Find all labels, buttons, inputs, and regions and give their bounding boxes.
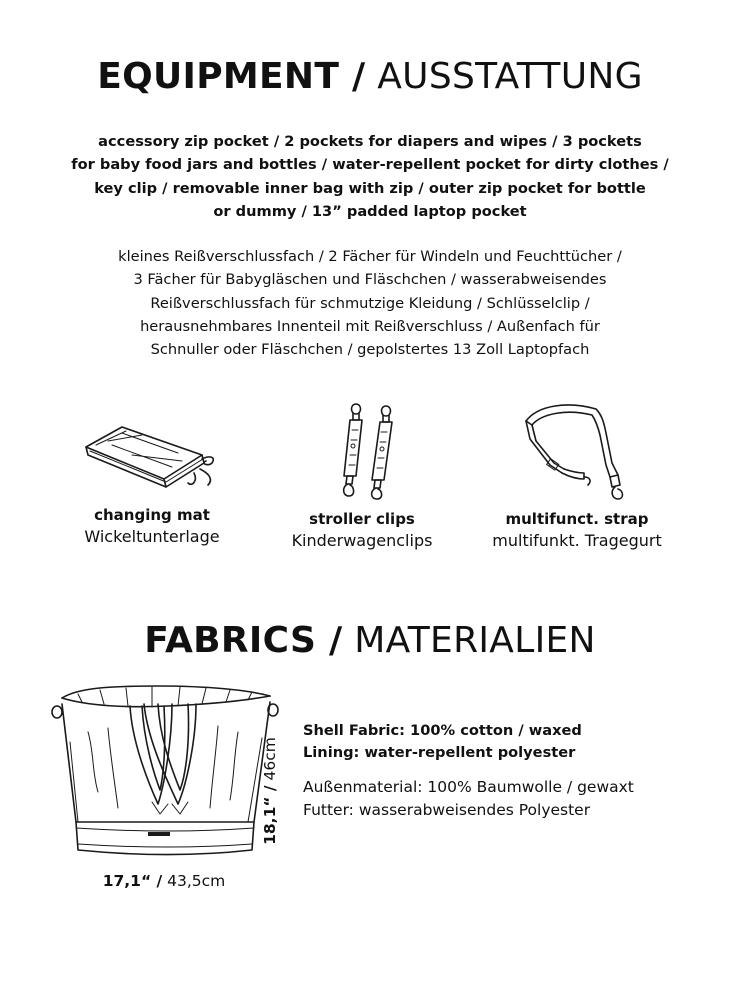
caption-de: Wickeltunterlage (84, 527, 220, 546)
caption-de: multifunkt. Tragegurt (492, 531, 662, 550)
bag-width-label (48, 872, 280, 890)
text-line: or dummy / 13” padded laptop pocket (213, 202, 527, 220)
caption-en: stroller clips (309, 510, 415, 528)
fabrics-heading (0, 620, 740, 661)
text-line: Reißverschlussfach für schmutzige Kleidung / Schlüsselclip / (150, 294, 590, 312)
stroller-clips-caption (252, 509, 472, 551)
fabrics-description (303, 720, 723, 822)
bag-height-label (261, 726, 279, 856)
equipment-heading-en: EQUIPMENT / (97, 56, 366, 97)
fabric-de-line: Futter: wasserabweisendes Polyester (303, 801, 591, 819)
text-line: for baby food jars and bottles / water-repellent pocket for dirty clothes / (71, 156, 669, 174)
equipment-heading-de: AUSSTATTUNG (365, 56, 643, 97)
tote-bag-icon (48, 682, 280, 872)
fabric-de-line: Außenmaterial: 100% Baumwolle / gewaxt (303, 778, 634, 796)
fabrics-heading-de: MATERIALIEN (342, 620, 596, 661)
width-cm: 43,5cm (162, 872, 226, 890)
shoulder-strap-icon (518, 393, 638, 508)
caption-en: changing mat (94, 506, 210, 524)
text-line: 3 Fächer für Babygläschen und Fläschchen / wasserabweisendes (133, 271, 607, 289)
text-line: Schnuller oder Fläschchen / gepolstertes 13 Zoll Laptopfach (150, 341, 590, 359)
caption-de: Kinderwagenclips (291, 531, 433, 550)
width-inch: 17,1“ / (102, 872, 163, 890)
caption-en: multifunct. strap (505, 510, 649, 528)
equipment-heading (0, 56, 740, 97)
fabrics-heading-en: FABRICS / (144, 620, 343, 661)
equipment-description-en (40, 130, 700, 223)
text-line: kleines Reißverschlussfach / 2 Fächer für Windeln und Feuchttücher / (118, 248, 622, 265)
strap-caption (467, 509, 687, 551)
text-line: key clip / removable inner bag with zip / outer zip pocket for bottle (94, 179, 646, 197)
changing-mat-caption (42, 505, 262, 547)
equipment-description-de (30, 245, 710, 361)
height-cm: 46cm (261, 737, 279, 786)
fabric-en-line: Lining: water-repellent polyester (303, 744, 576, 761)
text-line: accessory zip pocket / 2 pockets for diapers and wipes / 3 pockets (98, 133, 642, 150)
fabric-en-line: Shell Fabric: 100% cotton / waxed (303, 722, 582, 739)
height-inch: 18,1“ / (261, 785, 279, 845)
text-line: herausnehmbares Innenteil mit Reißverschluss / Außenfach für (140, 317, 600, 335)
changing-mat-icon (82, 415, 222, 500)
stroller-clips-icon (332, 400, 412, 500)
